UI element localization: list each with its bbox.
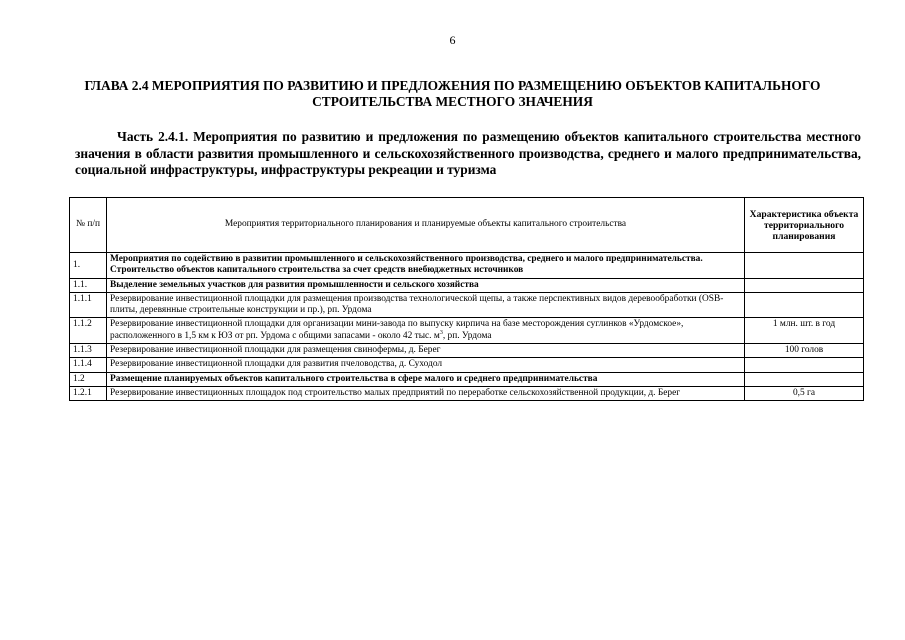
table-row — [70, 386, 864, 400]
superscript: 3 — [439, 329, 443, 336]
row-text: Резервирование инвестиционной площадки для размещения производства технологической щепы, а также перспективных видов деревообработки (OSB-плиты, деревянные строительные конструкции и пр.), рп. Урдома — [107, 292, 745, 318]
row-num: 1. — [70, 253, 107, 279]
row-text: Выделение земельных участков для развития промышленности и сельского хозяйства — [107, 278, 745, 292]
table-row — [70, 292, 864, 318]
row-num: 1.1.4 — [70, 358, 107, 372]
row-characteristic — [745, 372, 864, 386]
row-text: Резервирование инвестиционных площадок под строительство малых предприятий по переработке сельскохозяйственной продукции, д. Берег — [107, 386, 745, 400]
table-row — [70, 372, 864, 386]
row-num: 1.1.1 — [70, 292, 107, 318]
row-characteristic — [745, 358, 864, 372]
row-text — [107, 318, 745, 344]
row-num: 1.1.3 — [70, 344, 107, 358]
row-num: 1.1. — [70, 278, 107, 292]
row-characteristic: 1 млн. шт. в год — [745, 318, 864, 344]
row-num: 1.2.1 — [70, 386, 107, 400]
row-characteristic — [745, 278, 864, 292]
row-text: Размещение планируемых объектов капитального строительства в сфере малого и среднего предпринимательства — [107, 372, 745, 386]
table-header-row — [70, 198, 864, 253]
row-text: Резервирование инвестиционной площадки для размещения свинофермы, д. Берег — [107, 344, 745, 358]
row-characteristic — [745, 253, 864, 279]
table-row — [70, 344, 864, 358]
part-title — [75, 129, 861, 179]
row-characteristic — [745, 292, 864, 318]
row-text: Резервирование инвестиционной площадки для развития пчеловодства, д. Суходол — [107, 358, 745, 372]
part-title-text: Часть 2.4.1. Мероприятия по развитию и предложения по размещению объектов капитального строительства местного значения в области развития промышленного и сельскохозяйственного производства, среднего и малого предпринимательства, социальной инфраструктуры, инфраструктуры рекреации и туризма — [75, 129, 861, 177]
table-row — [70, 278, 864, 292]
header-measures: Мероприятия территориального планирования и планируемые объекты капитального строительства — [107, 198, 745, 253]
row-characteristic: 100 голов — [745, 344, 864, 358]
measures-table — [69, 197, 864, 401]
row-text: Мероприятия по содействию в развитии промышленного и сельскохозяйственного производства, среднего и малого предпринимательства. Строительство объектов капитального строительства за счет средств внебюджетных источников — [107, 253, 745, 279]
header-characteristic: Характеристика объекта территориального планирования — [745, 198, 864, 253]
row-characteristic: 0,5 га — [745, 386, 864, 400]
row-num: 1.1.2 — [70, 318, 107, 344]
row-num: 1.2 — [70, 372, 107, 386]
chapter-heading: ГЛАВА 2.4 МЕРОПРИЯТИЯ ПО РАЗВИТИЮ И ПРЕДЛОЖЕНИЯ ПО РАЗМЕЩЕНИЮ ОБЪЕКТОВ КАПИТАЛЬНОГО СТРОИТЕЛЬСТВА МЕСТНОГО ЗНАЧЕНИЯ — [84, 78, 821, 109]
row-text-after: , рп. Урдома — [442, 330, 492, 341]
page-number: 6 — [449, 33, 456, 47]
table-row — [70, 358, 864, 372]
row-text-main: Резервирование инвестиционной площадки для организации мини-завода по выпуску кирпича на базе месторождения суглинков «Урдомское», расположенного в 1,5 км к ЮЗ от рп. Урдома с общими запасами - около 42 тыс. м — [110, 319, 684, 341]
table-row — [70, 253, 864, 279]
header-num: № п/п — [70, 198, 107, 253]
table-row — [70, 318, 864, 344]
